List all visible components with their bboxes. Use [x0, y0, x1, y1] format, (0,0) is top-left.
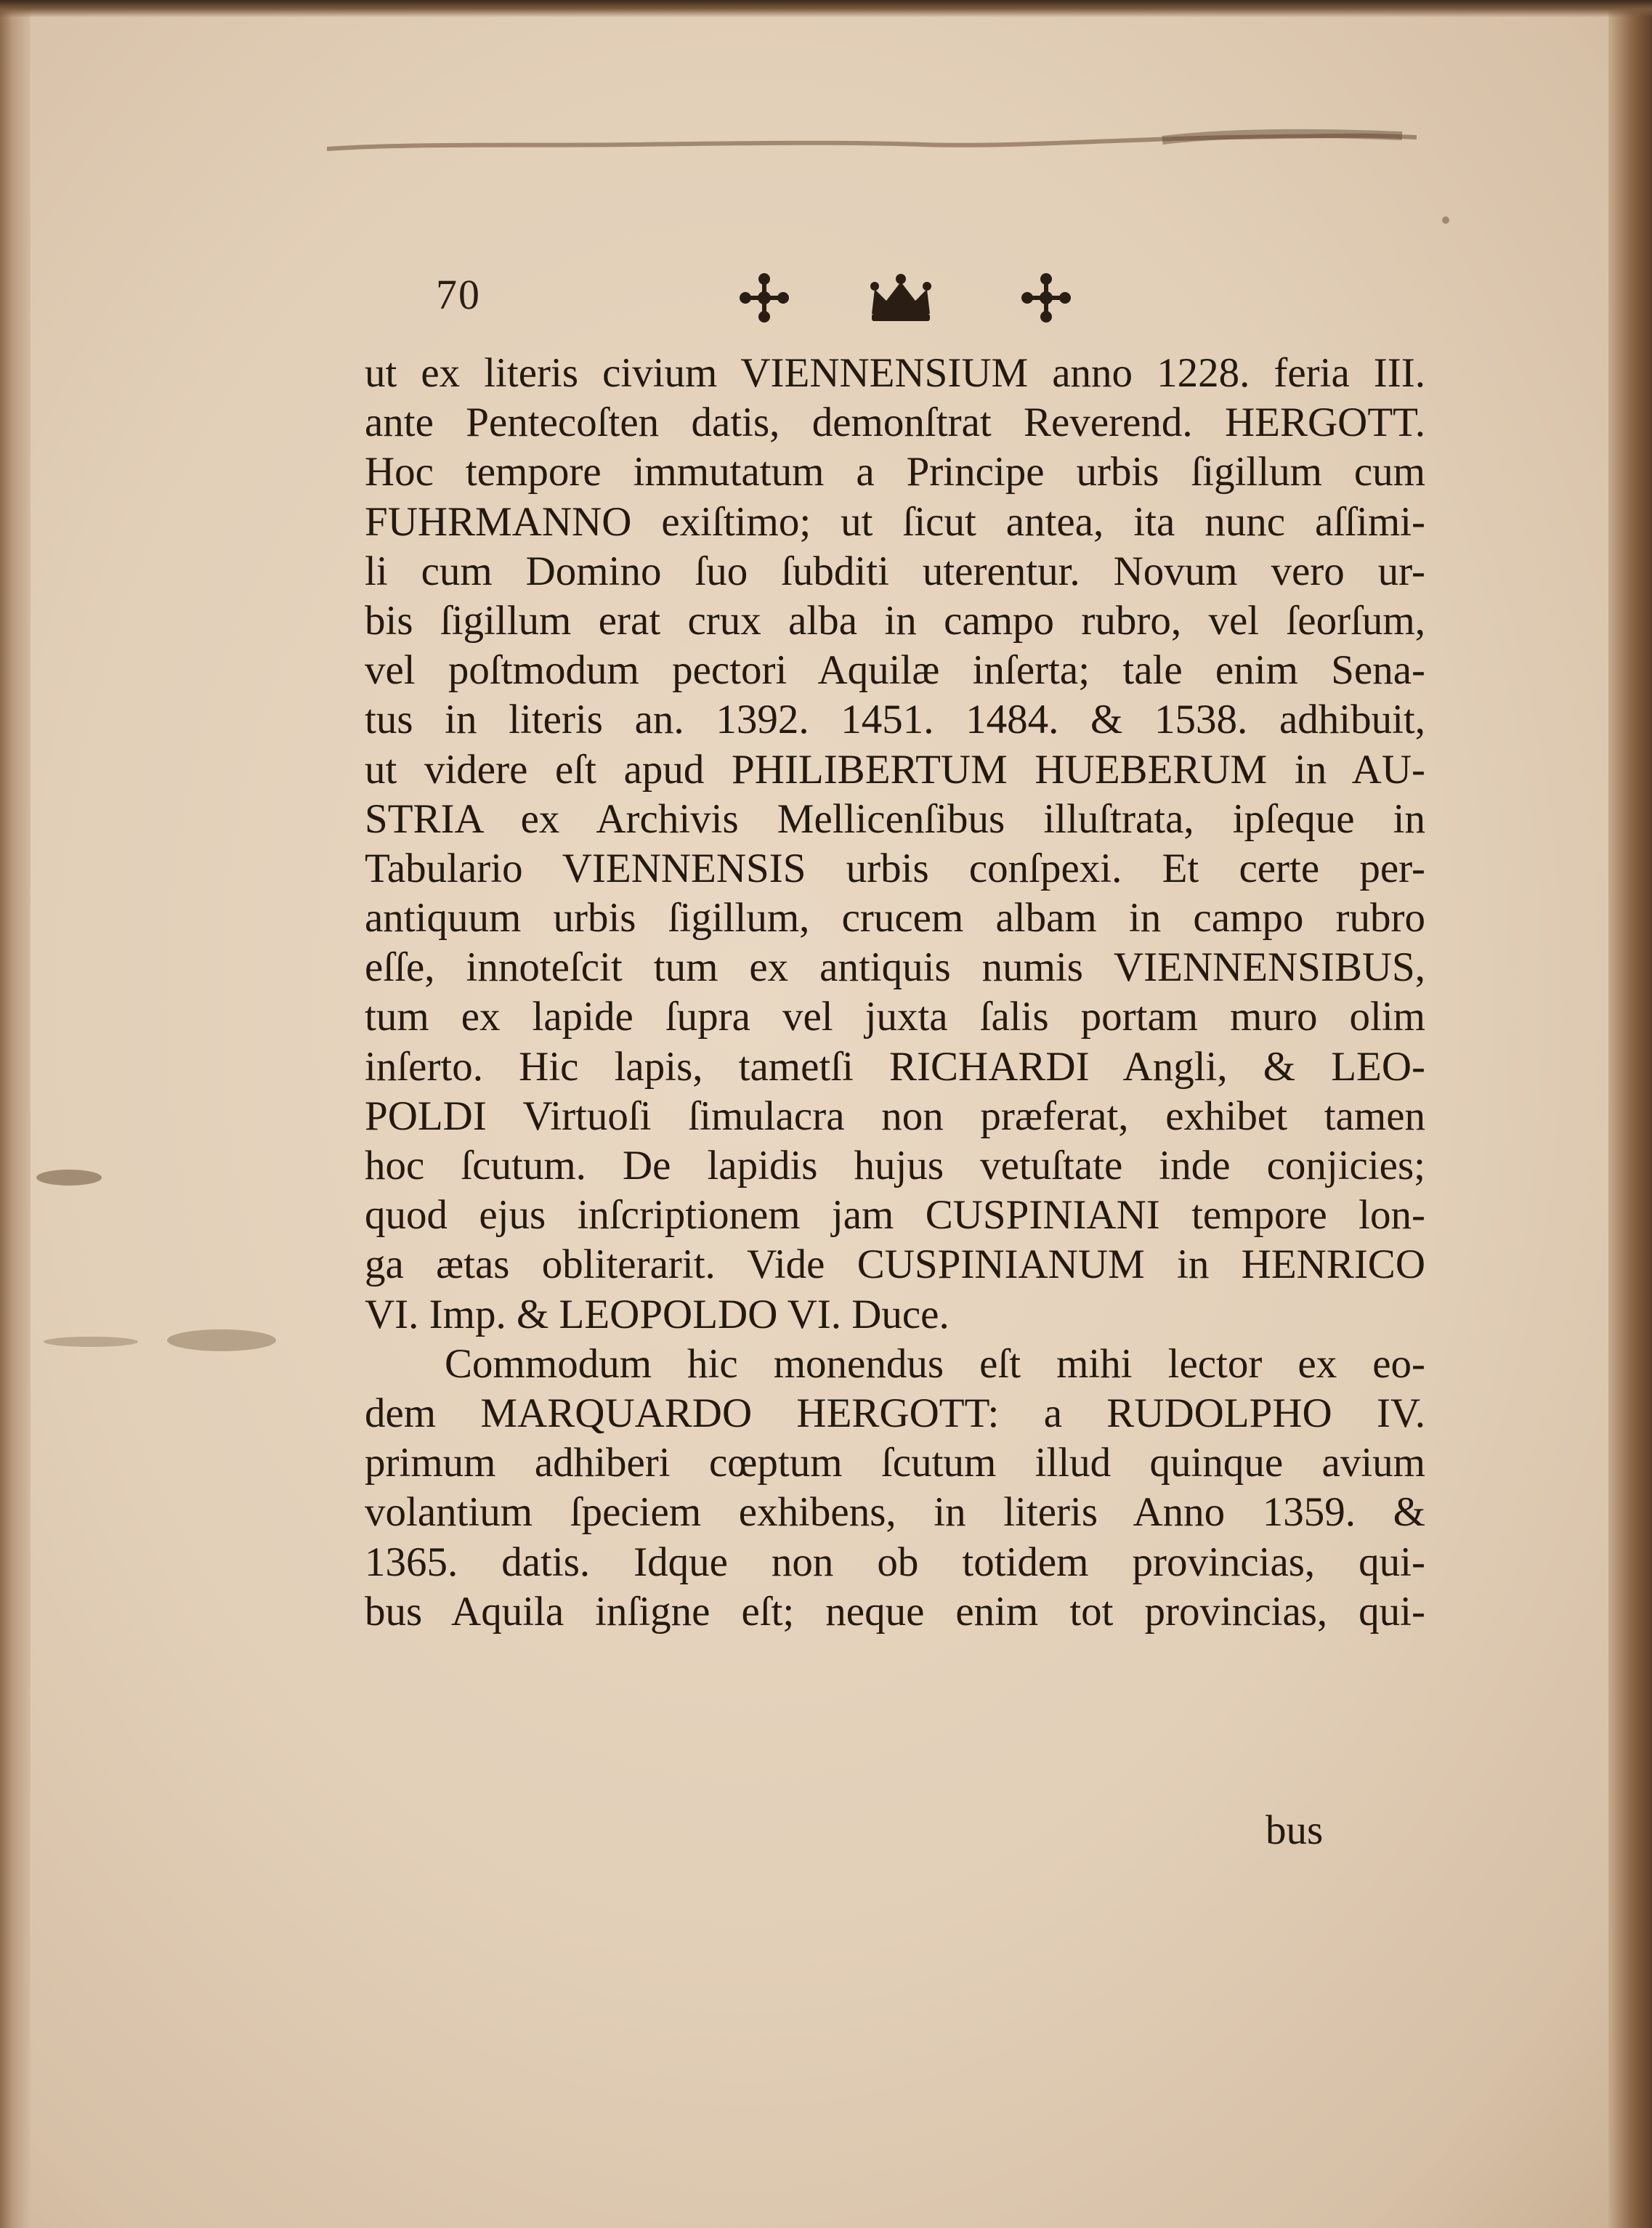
page-top-edge: [0, 0, 1652, 17]
text-line: tus in literis an. 1392. 1451. 1484. & 1538. adhibuit,: [365, 697, 1425, 743]
page-header: [436, 269, 1162, 334]
body-text: [365, 349, 1425, 1637]
top-stain-mark: [327, 127, 1417, 155]
text-line: VI. Imp. & LEOPOLDO VI. Duce.: [365, 1291, 950, 1337]
page-number: 70: [436, 271, 481, 318]
text-line: 1365. datis. Idque non ob totidem provincias, qui-: [365, 1539, 1425, 1585]
text-line: primum adhiberi cœptum ſcutum illud quinque avium: [365, 1440, 1425, 1486]
page-fore-edge: [1608, 0, 1652, 2228]
text-line: ga ætas obliterarit. Vide CUSPINIANUM in HENRICO: [365, 1241, 1425, 1288]
text-line: li cum Domino ſuo ſubditi uterentur. Novum vero ur-: [365, 548, 1425, 594]
text-line: antiquum urbis ſigillum, crucem albam in campo rubro: [365, 895, 1425, 941]
text-line: tum ex lapide ſupra vel juxta ſalis portam muro olim: [365, 994, 1425, 1040]
paragraph: [365, 1340, 1425, 1637]
crown-icon: [865, 269, 937, 327]
stain-mark: [36, 1170, 102, 1186]
text-line: STRIA ex Archivis Mellicenſibus illuſtrata, ipſeque in: [365, 795, 1425, 842]
fleuron-icon: [735, 269, 793, 327]
text-line: bus Aquila inſigne eſt; neque enim tot provincias, qui-: [365, 1588, 1425, 1634]
fleuron-icon: [1017, 269, 1075, 327]
text-line: ut ex literis civium VIENNENSIUM anno 1228. feria III.: [365, 350, 1425, 396]
text-line: FUHRMANNO exiſtimo; ut ſicut antea, ita nunc aſſimi-: [365, 498, 1425, 545]
text-line: bis ſigillum erat crux alba in campo rubro, vel ſeorſum,: [365, 597, 1425, 644]
text-line: hoc ſcutum. De lapidis hujus vetuſtate inde conjicies;: [365, 1143, 1425, 1188]
text-line: eſſe, innoteſcit tum ex antiquis numis VIENNENSIBUS,: [365, 944, 1425, 991]
page-gutter: [0, 0, 31, 2228]
text-line: dem MARQUARDO HERGOTT: a RUDOLPHO IV.: [365, 1390, 1425, 1436]
stain-mark: [44, 1337, 138, 1347]
text-line: vel poſtmodum pectori Aquilæ inſerta; tale enim Sena-: [365, 647, 1425, 694]
stain-mark: [167, 1329, 276, 1351]
speck-mark: [1442, 216, 1449, 224]
text-line: quod ejus inſcriptionem jam CUSPINIANI tempore lon-: [365, 1192, 1425, 1239]
paragraph: [365, 349, 1425, 1340]
text-line: volantium ſpeciem exhibens, in literis Anno 1359. &: [365, 1489, 1425, 1536]
catchword: bus: [1266, 1807, 1324, 1853]
text-line: ante Pentecoſten datis, demonſtrat Reverend. HERGOTT.: [365, 400, 1425, 446]
text-line: POLDI Virtuoſi ſimulacra non præferat, exhibet tamen: [365, 1093, 1425, 1139]
text-line: Hoc tempore immutatum a Principe urbis ſigillum cum: [365, 449, 1425, 495]
text-line: ut videre eſt apud PHILIBERTUM HUEBERUM in AU-: [365, 746, 1425, 793]
text-line: Tabulario VIENNENSIS urbis conſpexi. Et certe per-: [365, 845, 1425, 891]
text-line: Commodum hic monendus eſt mihi lector ex eo-: [445, 1340, 1425, 1387]
text-line: inſerto. Hic lapis, tametſi RICHARDI Angli, & LEO-: [365, 1043, 1425, 1090]
